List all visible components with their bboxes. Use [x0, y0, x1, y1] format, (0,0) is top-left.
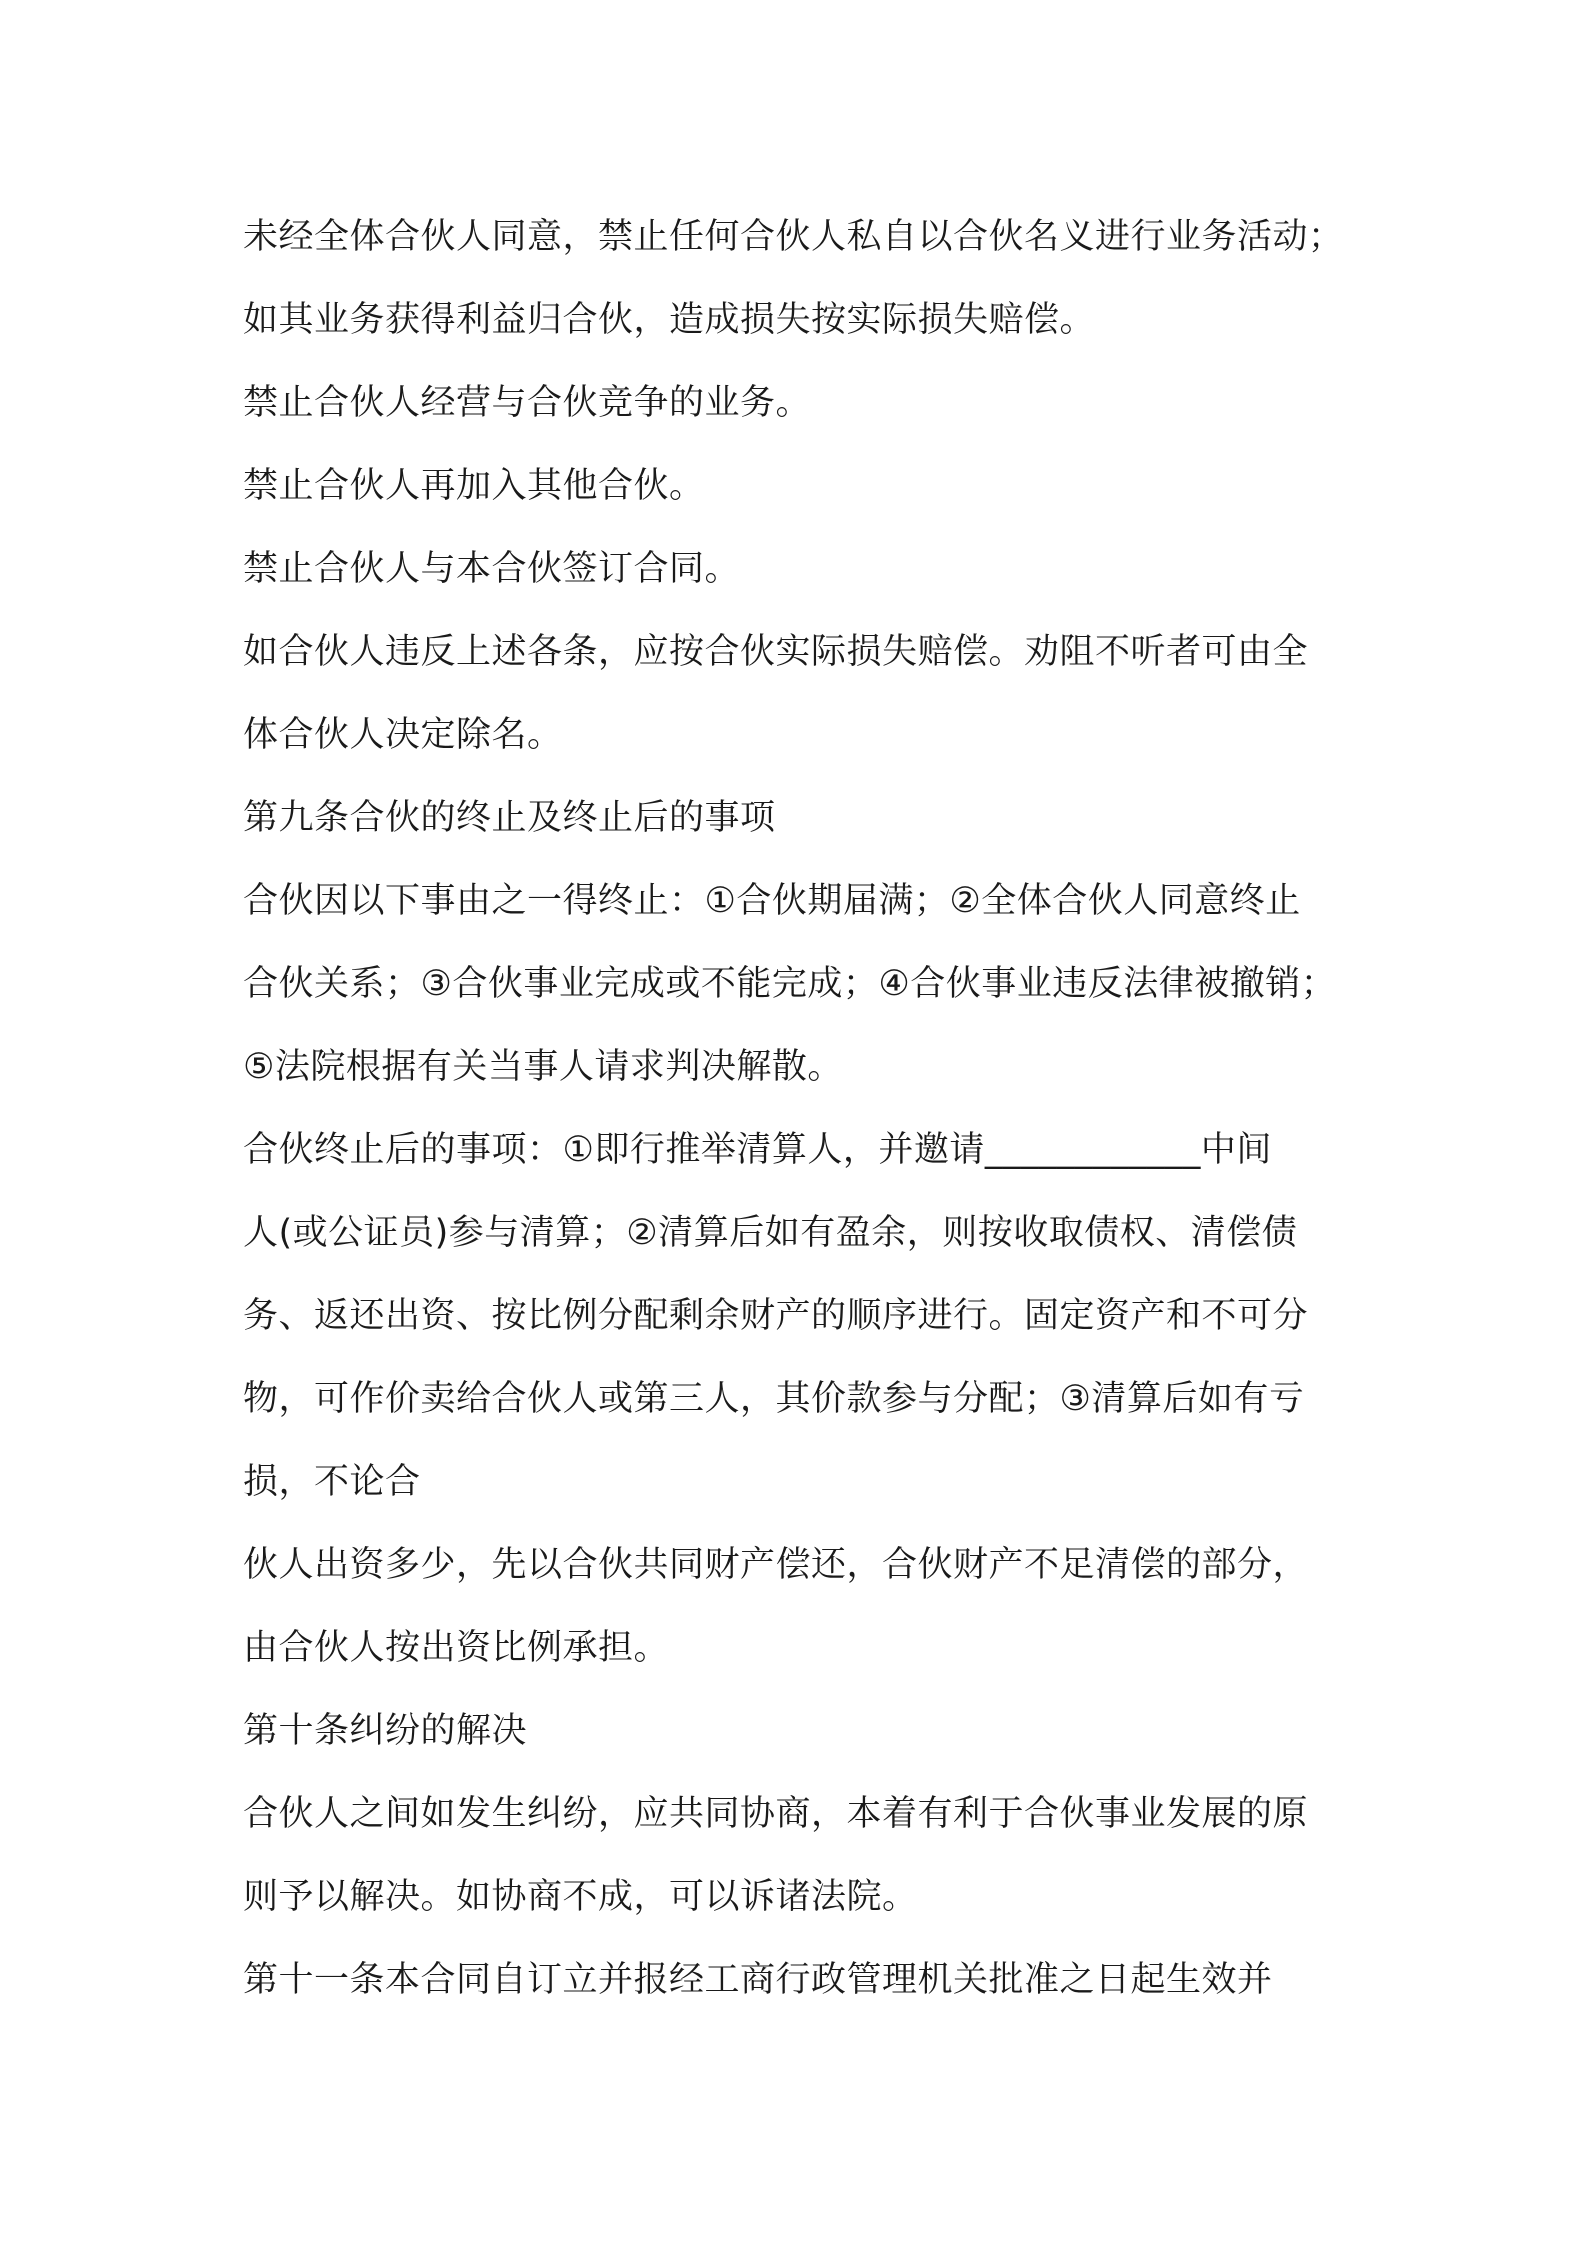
paragraph-line: 物，可作价卖给合伙人或第三人，其价款参与分配；③清算后如有亏	[243, 1379, 1305, 1419]
paragraph-line: 如其业务获得利益归合伙，造成损失按实际损失赔偿。	[243, 300, 1096, 340]
paragraph-line: 如合伙人违反上述各条，应按合伙实际损失赔偿。劝阻不听者可由全	[243, 632, 1309, 672]
paragraph-line: 第十一条本合同自订立并报经工商行政管理机关批准之日起生效并	[243, 1960, 1273, 2000]
paragraph-line: 禁止合伙人与本合伙签订合同。	[243, 549, 741, 589]
paragraph-line: 合伙因以下事由之一得终止：①合伙期届满；②全体合伙人同意终止	[243, 881, 1301, 921]
paragraph-line: 损，不论合	[243, 1462, 421, 1502]
paragraph-line: 合伙关系；③合伙事业完成或不能完成；④合伙事业违反法律被撤销；	[243, 964, 1337, 1004]
paragraph-line: 伙人出资多少，先以合伙共同财产偿还，合伙财产不足清偿的部分，	[243, 1545, 1309, 1585]
paragraph-line: 合伙人之间如发生纠纷，应共同协商，本着有利于合伙事业发展的原	[243, 1794, 1309, 1834]
section-heading-article-9: 第九条合伙的终止及终止后的事项	[243, 798, 776, 838]
paragraph-line: 体合伙人决定除名。	[243, 715, 563, 755]
paragraph-line: 务、返还出资、按比例分配剩余财产的顺序进行。固定资产和不可分	[243, 1296, 1309, 1336]
paragraph-line: ⑤法院根据有关当事人请求判决解散。	[243, 1047, 843, 1087]
paragraph-line: 人(或公证员)参与清算；②清算后如有盈余，则按收取债权、清偿债	[243, 1213, 1298, 1253]
section-heading-article-10: 第十条纠纷的解决	[243, 1711, 528, 1751]
paragraph-line: 禁止合伙人经营与合伙竞争的业务。	[243, 383, 812, 423]
paragraph-line: 则予以解决。如协商不成，可以诉诸法院。	[243, 1877, 918, 1917]
document-body	[243, 196, 1363, 2022]
paragraph-line: 未经全体合伙人同意，禁止任何合伙人私自以合伙名义进行业务活动；	[243, 217, 1344, 257]
paragraph-line: 由合伙人按出资比例承担。	[243, 1628, 670, 1668]
paragraph-line: 禁止合伙人再加入其他合伙。	[243, 466, 705, 506]
paragraph-line: 合伙终止后的事项：①即行推举清算人，并邀请____________中间	[243, 1130, 1272, 1170]
